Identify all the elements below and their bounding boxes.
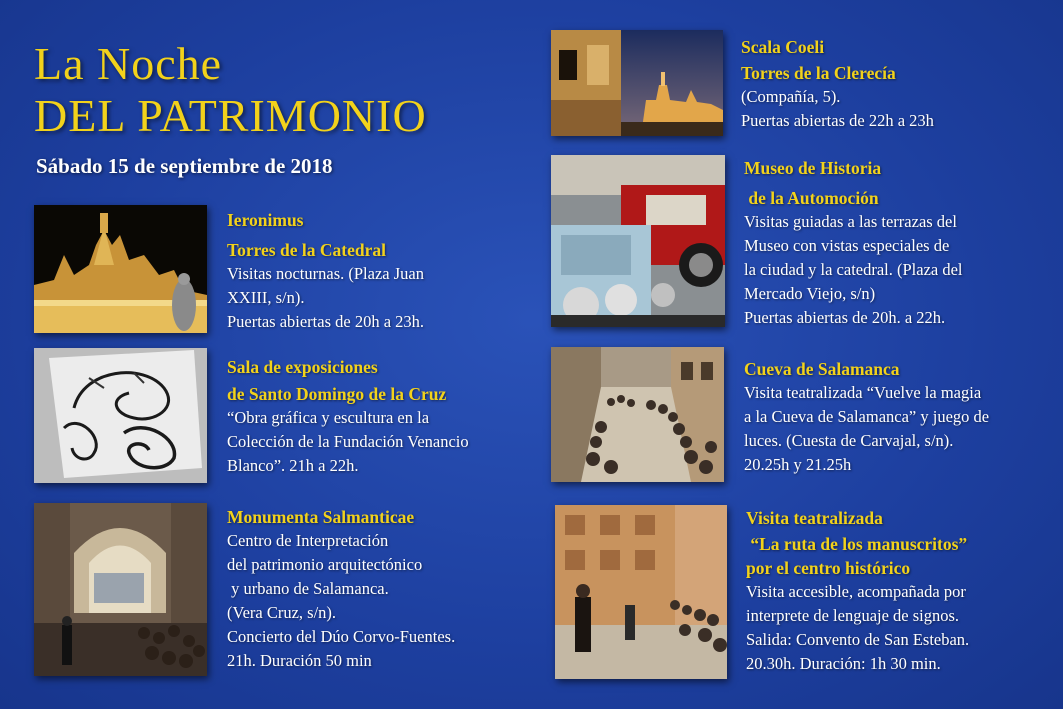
event-date: Sábado 15 de septiembre de 2018 — [36, 154, 333, 178]
event-line: 21h. Duración 50 min — [227, 651, 372, 670]
event-line: Puertas abiertas de 22h a 23h — [741, 111, 934, 130]
event-monumenta — [227, 505, 455, 673]
event-cueva — [744, 357, 989, 477]
event-scala-coeli — [741, 35, 934, 133]
event-line: Puertas abiertas de 20h a 23h. — [227, 312, 425, 331]
title-line-1: La Noche — [34, 38, 223, 89]
event-heading: por el centro histórico — [746, 558, 911, 578]
event-heading: Ieronimus — [227, 210, 304, 230]
photo-concert-church — [34, 503, 207, 676]
event-line: Puertas abiertas de 20h. a 22h. — [744, 308, 946, 327]
page-title — [34, 38, 427, 142]
event-line: (Compañía, 5). — [741, 87, 841, 106]
event-heading: Sala de exposiciones — [227, 357, 378, 377]
event-line: Blanco”. 21h a 22h. — [227, 456, 359, 475]
photo-vintage-cars — [551, 155, 725, 327]
event-line: Colección de la Fundación Venancio — [227, 432, 469, 451]
photo-cathedral-night — [34, 205, 207, 333]
event-line: “Obra gráfica y escultura en la — [227, 408, 430, 427]
event-heading: de Santo Domingo de la Cruz — [227, 384, 447, 404]
event-heading: Museo de Historia — [744, 158, 882, 178]
event-heading: “La ruta de los manuscritos” — [746, 534, 968, 554]
event-line: y urbano de Salamanca. — [227, 579, 389, 598]
event-line: Visitas guiadas a las terrazas del — [744, 212, 957, 231]
event-line: Mercado Viejo, s/n) — [744, 284, 876, 303]
photo-scala-coeli — [551, 30, 723, 136]
event-line: del patrimonio arquitectónico — [227, 555, 423, 574]
event-line: Centro de Interpretación — [227, 531, 389, 550]
event-santo-domingo — [227, 355, 469, 478]
photo-theatrical-visit — [555, 505, 727, 679]
event-ieronimus — [227, 208, 424, 334]
title-line-2: DEL PATRIMONIO — [34, 90, 427, 141]
event-line: Visita teatralizada “Vuelve la magia — [744, 383, 982, 402]
event-line: Concierto del Dúo Corvo-Fuentes. — [227, 627, 456, 646]
event-line: 20.25h y 21.25h — [744, 455, 852, 474]
event-museo — [744, 156, 963, 330]
event-visita — [746, 506, 969, 676]
event-heading: Scala Coeli — [741, 37, 825, 57]
photo-artwork-drawing — [34, 348, 207, 483]
event-line: Salida: Convento de San Esteban. — [746, 630, 970, 649]
event-line: Museo con vistas especiales de — [744, 236, 950, 255]
event-heading: Monumenta Salmanticae — [227, 507, 415, 527]
event-line: Visitas nocturnas. (Plaza Juan — [227, 264, 424, 283]
event-line: luces. (Cuesta de Carvajal, s/n). — [744, 431, 954, 450]
event-line: (Vera Cruz, s/n). — [227, 603, 337, 622]
event-heading: Torres de la Catedral — [227, 240, 386, 260]
photo-cueva-crowd — [551, 347, 724, 482]
event-line: interprete de lenguaje de signos. — [746, 606, 960, 625]
event-line: XXIII, s/n). — [227, 288, 305, 307]
event-line: 20.30h. Duración: 1h 30 min. — [746, 654, 941, 673]
event-heading: de la Automoción — [744, 188, 879, 208]
event-heading: Visita teatralizada — [746, 508, 883, 528]
event-heading: Torres de la Clerecía — [741, 63, 896, 83]
event-line: la ciudad y la catedral. (Plaza del — [744, 260, 963, 279]
event-line: a la Cueva de Salamanca” y juego de — [744, 407, 990, 426]
event-heading: Cueva de Salamanca — [744, 359, 900, 379]
event-line: Visita accesible, acompañada por — [746, 582, 966, 601]
